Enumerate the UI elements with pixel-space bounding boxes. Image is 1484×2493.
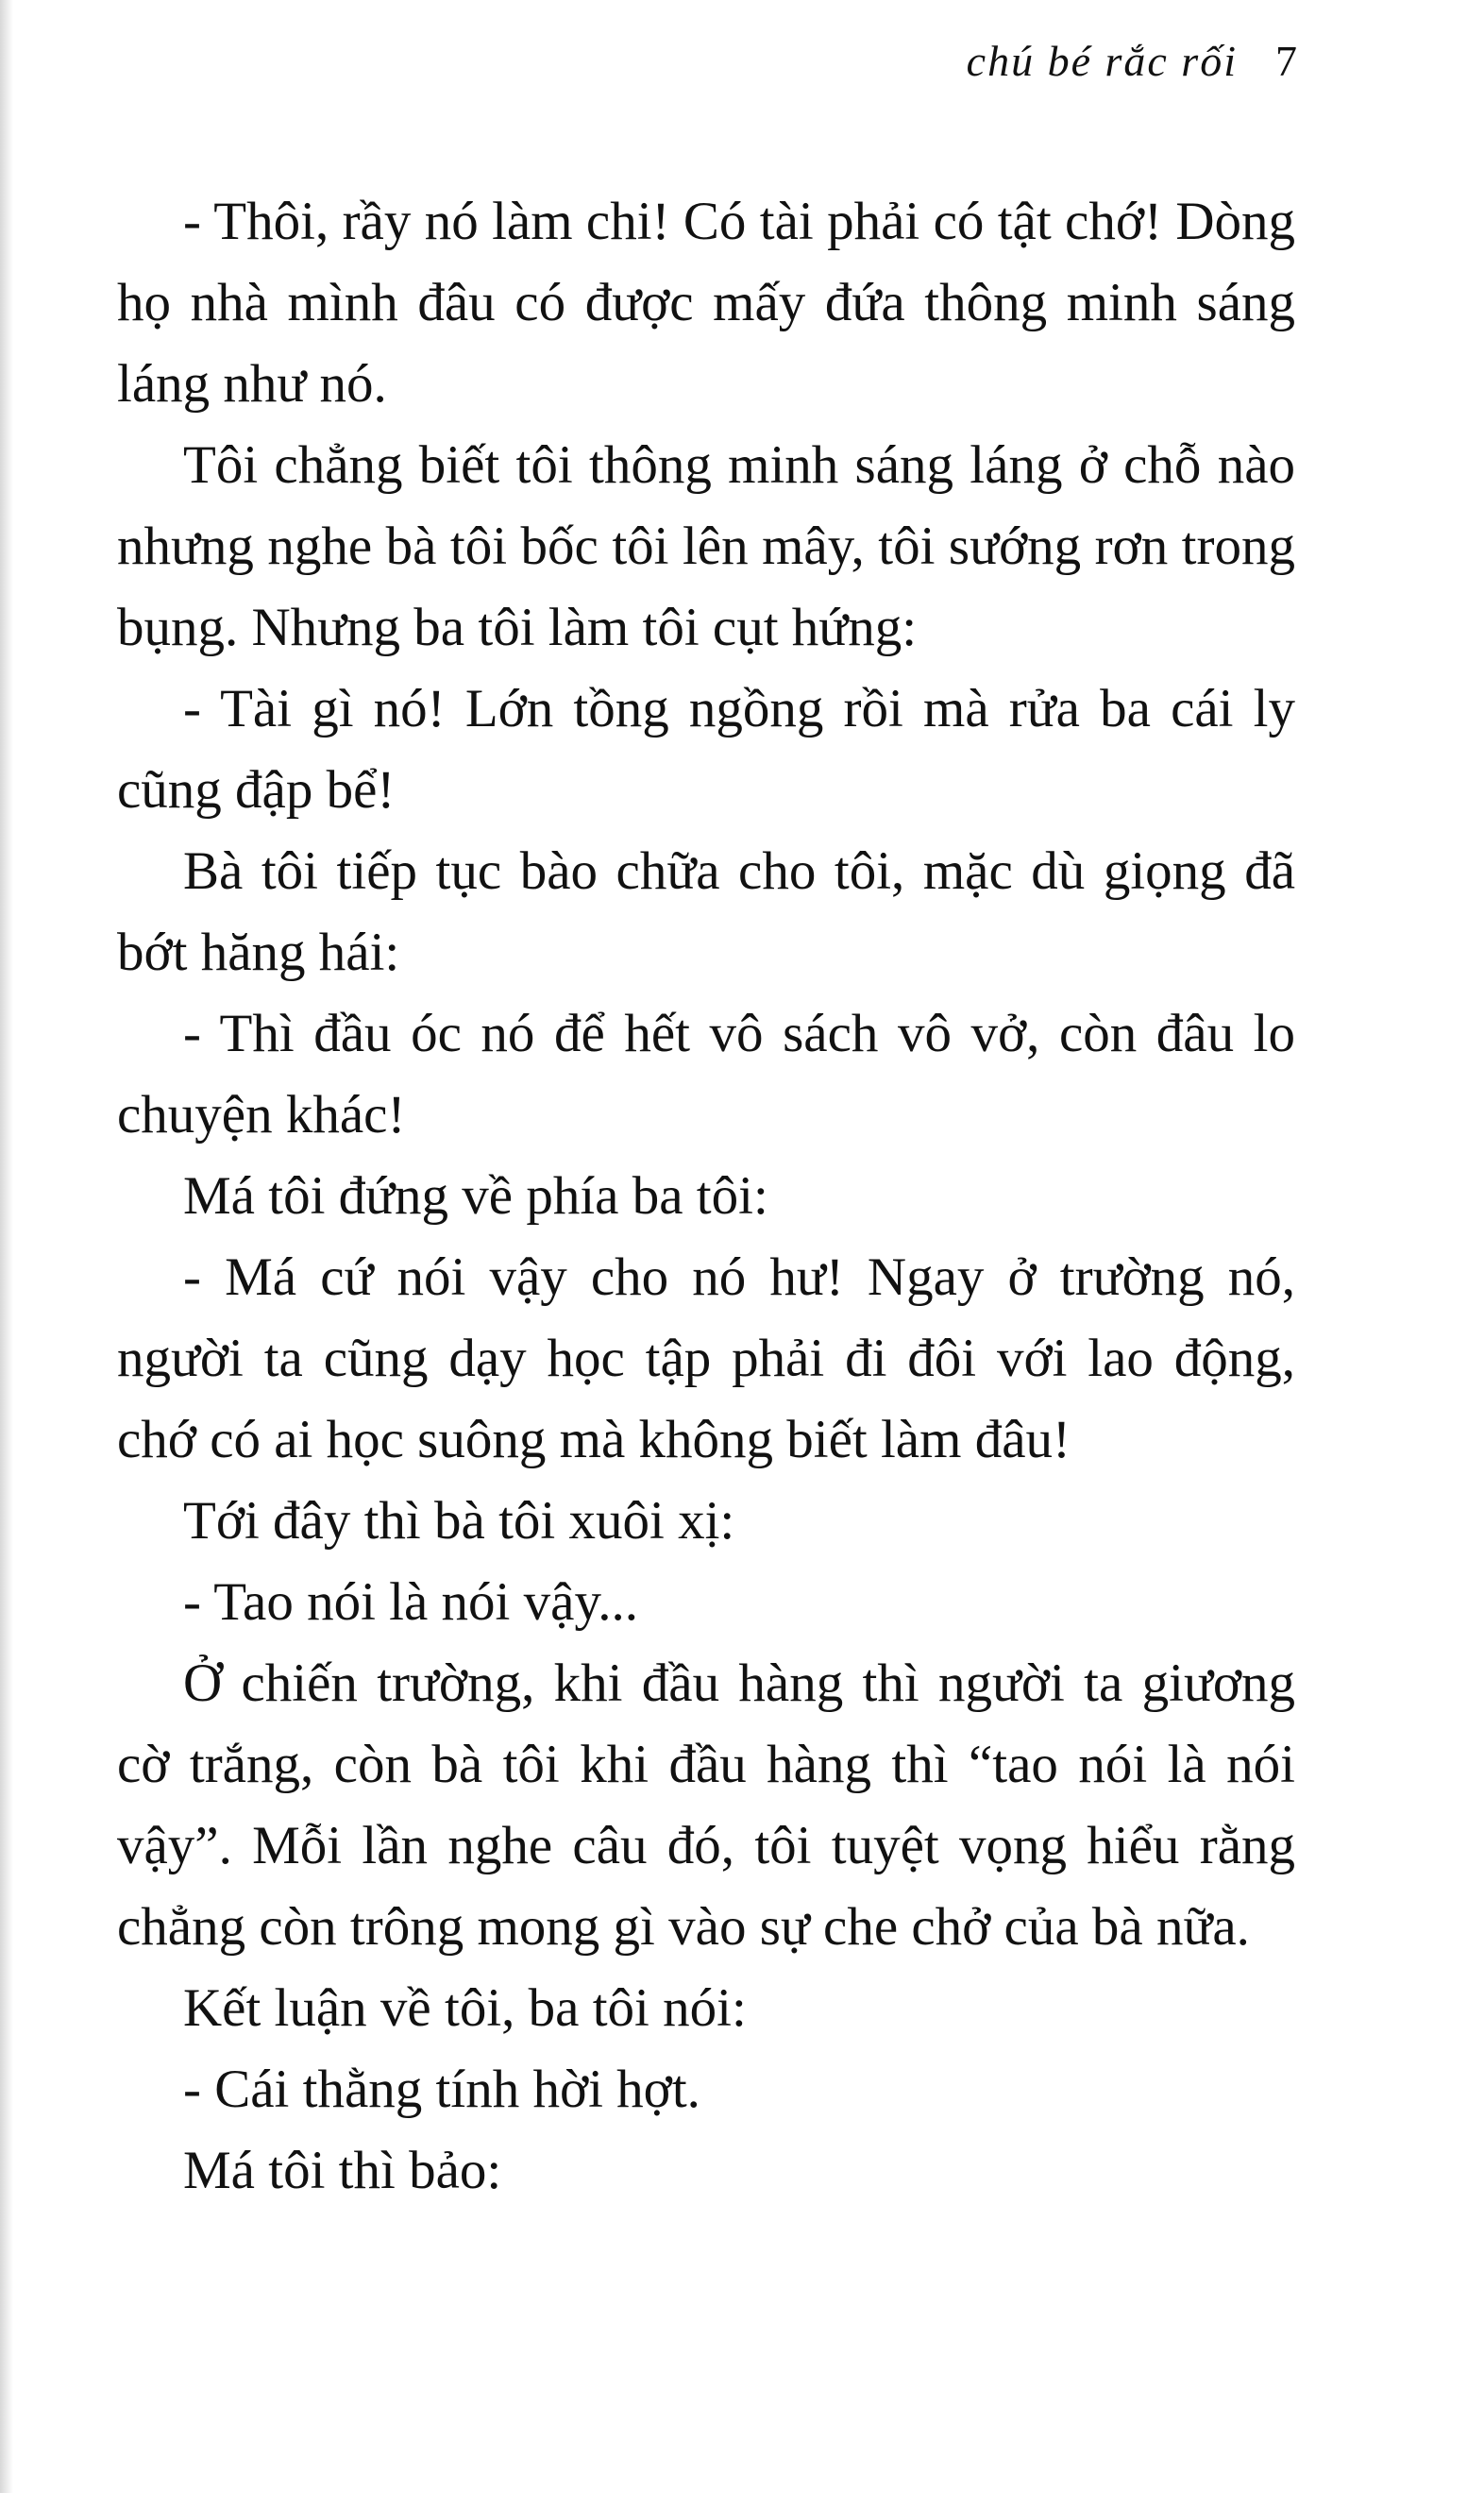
running-header (967, 36, 1297, 86)
page-number: 7 (1275, 37, 1297, 85)
paragraph: - Thôi, rầy nó làm chi! Có tài phải có tật chớ! Dòng họ nhà mình đâu có được mấy đứa thông minh sáng láng như nó. (117, 192, 1295, 414)
running-title: chú bé rắc rối (966, 37, 1238, 85)
binding-shadow (0, 0, 13, 2493)
paragraph: Kết luận về tôi, ba tôi nói: (183, 1978, 747, 2038)
paragraph: Bà tôi tiếp tục bào chữa cho tôi, mặc dù giọng đã bớt hăng hái: (117, 841, 1295, 982)
paragraph: - Cái thằng tính hời hợt. (183, 2060, 700, 2119)
paragraph: Tới đây thì bà tôi xuôi xị: (183, 1491, 735, 1551)
paragraph: Tôi chẳng biết tôi thông minh sáng láng ở chỗ nào nhưng nghe bà tôi bốc tôi lên mây, tôi sướng rơn trong bụng. Nhưng ba tôi làm tôi cụt hứng: (117, 435, 1295, 657)
paragraph: - Tài gì nó! Lớn tồng ngồng rồi mà rửa ba cái ly cũng đập bể! (117, 679, 1295, 820)
paragraph: Ở chiến trường, khi đầu hàng thì người ta giương cờ trắng, còn bà tôi khi đầu hàng thì “tao nói là nói vậy”. Mỗi lần nghe câu đó, tôi tuyệt vọng hiểu rằng chẳng còn trông mong gì vào sự che chở của bà nữa. (117, 1654, 1295, 1957)
paragraph: - Thì đầu óc nó để hết vô sách vô vở, còn đâu lo chuyện khác! (117, 1004, 1295, 1145)
paragraph: - Má cứ nói vậy cho nó hư! Ngay ở trường nó, người ta cũng dạy học tập phải đi đôi với lao động, chớ có ai học suông mà không biết làm đâu! (117, 1247, 1295, 1469)
paragraph: Má tôi đứng về phía ba tôi: (183, 1166, 768, 1226)
body-text (117, 181, 1295, 2212)
paragraph: - Tao nói là nói vậy... (183, 1572, 638, 1632)
paragraph: Má tôi thì bảo: (183, 2141, 502, 2200)
